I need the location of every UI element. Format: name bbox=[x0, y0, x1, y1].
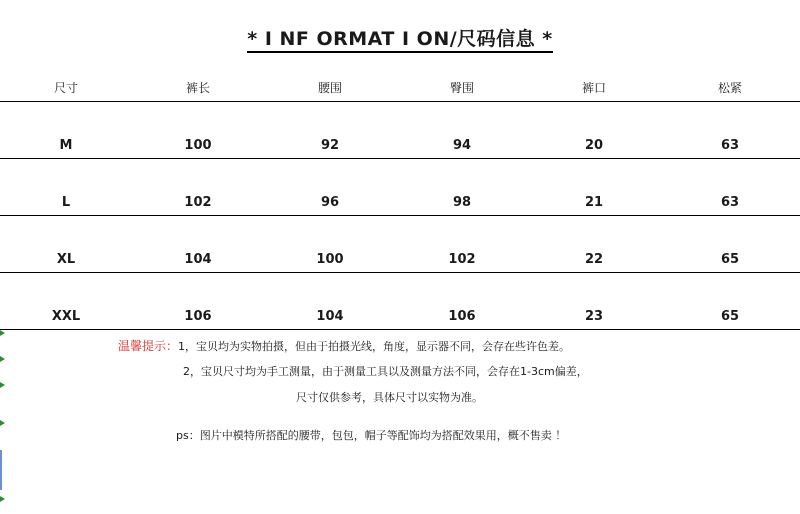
margin-mark bbox=[0, 382, 5, 388]
page-title-text: * I NF ORMAT I ON/尺码信息 * bbox=[247, 28, 552, 53]
table-cell: L bbox=[0, 159, 132, 216]
table-cell: 94 bbox=[396, 102, 528, 159]
table-cell: 106 bbox=[132, 273, 264, 330]
table-cell: 98 bbox=[396, 159, 528, 216]
table-cell: 104 bbox=[132, 216, 264, 273]
header-leg-opening: 裤口 bbox=[528, 73, 660, 102]
margin-mark bbox=[0, 330, 5, 336]
margin-mark bbox=[0, 450, 2, 490]
table-row bbox=[0, 216, 800, 273]
header-length: 裤长 bbox=[132, 73, 264, 102]
table-cell: 21 bbox=[528, 159, 660, 216]
table-cell: 92 bbox=[264, 102, 396, 159]
table-cell: 102 bbox=[396, 216, 528, 273]
tip-line-3: 尺寸仅供参考，具体尺寸以实物为准。 bbox=[296, 391, 483, 404]
tips-label: 温馨提示： bbox=[118, 339, 179, 353]
table-cell: 65 bbox=[660, 216, 800, 273]
table-cell: 63 bbox=[660, 102, 800, 159]
table-row bbox=[0, 273, 800, 330]
table-cell: 65 bbox=[660, 273, 800, 330]
size-table bbox=[0, 73, 800, 330]
margin-mark bbox=[0, 356, 5, 362]
table-cell: M bbox=[0, 102, 132, 159]
header-hip: 臀围 bbox=[396, 73, 528, 102]
header-size: 尺寸 bbox=[0, 73, 132, 102]
table-cell: 102 bbox=[132, 159, 264, 216]
table-cell: XXL bbox=[0, 273, 132, 330]
table-cell: 23 bbox=[528, 273, 660, 330]
table-cell: XL bbox=[0, 216, 132, 273]
header-elastic: 松紧 bbox=[660, 73, 800, 102]
tip-text-1: 1，宝贝均为实物拍摄，但由于拍摄光线，角度，显示器不同，会存在些许色差。 bbox=[178, 340, 571, 353]
table-row bbox=[0, 159, 800, 216]
table-cell: 96 bbox=[264, 159, 396, 216]
margin-mark bbox=[0, 496, 5, 502]
table-cell: 100 bbox=[132, 102, 264, 159]
table-cell: 106 bbox=[396, 273, 528, 330]
table-cell: 20 bbox=[528, 102, 660, 159]
table-cell: 100 bbox=[264, 216, 396, 273]
header-waist: 腰围 bbox=[264, 73, 396, 102]
table-header-row bbox=[0, 73, 800, 102]
margin-mark bbox=[0, 420, 5, 426]
table-row bbox=[0, 102, 800, 159]
tip-line-1 bbox=[118, 337, 570, 354]
table-cell: 63 bbox=[660, 159, 800, 216]
page-title bbox=[0, 24, 800, 51]
tip-line-4: ps：图片中模特所搭配的腰带，包包，帽子等配饰均为搭配效果用，概不售卖 ！ bbox=[176, 429, 567, 442]
margin-decoration bbox=[0, 320, 8, 510]
table-cell: 104 bbox=[264, 273, 396, 330]
tip-line-2: 2，宝贝尺寸均为手工测量，由于测量工具以及测量方法不同，会存在1-3cm偏差， bbox=[183, 365, 588, 378]
table-cell: 22 bbox=[528, 216, 660, 273]
